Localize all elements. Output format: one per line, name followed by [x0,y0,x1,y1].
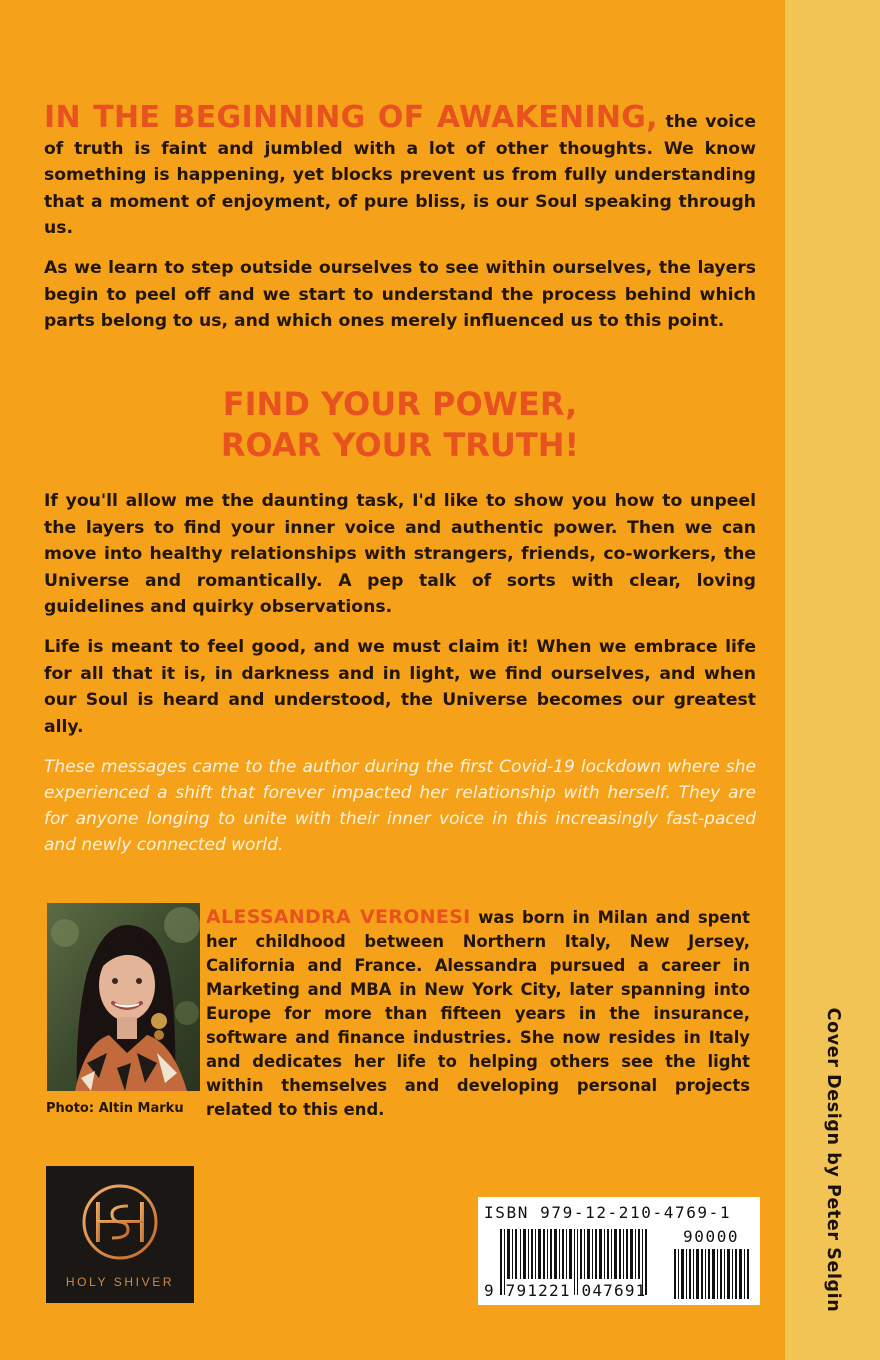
task-paragraph: If you'll allow me the daunting task, I'd like to show you how to unpeel the layers to find your inner voice and authentic power. Then we can move into healthy relationships with strangers, friends, co-workers, the Universe and romantically. A pep talk of sorts with clear, loving guidelines and quirky observations. [44,491,756,617]
intro-text: the voice of truth is faint and jumbled with a lot of other thoughts. We know something is happening, yet blocks prevent us from fully understanding that a moment of enjoyment, of pure bliss, is our Soul speaking through us. [44,112,756,238]
ean-digits: 9 791221 047691 [484,1281,647,1300]
cover-design-credit: Cover Design by Peter Selgin [823,1007,843,1313]
barcode [478,1197,760,1305]
author-bio-text: was born in Milan and spent her childhood between Northern Italy, New Jersey, California and France. Alessandra pursued a career in Marketing and MBA in New York City, later spanning into Europe for more than fifteen years in the insurance, software and finance industries. She now resides in Italy and dedicates her life to helping others see the light within themselves and developing personal projects related to this end. [206,908,751,1119]
isbn-number: ISBN 979-12-210-4769-1 [484,1203,732,1222]
author-photo [47,903,200,1091]
headline-line-1: FIND YOUR POWER, [222,385,578,423]
intro-paragraph [44,100,756,242]
intro-lead: IN THE BEGINNING OF AWAKENING, [44,100,658,135]
author-bio [206,905,750,1122]
life-paragraph: Life is meant to feel good, and we must claim it! When we embrace life for all that it is, in darkness and in light, we find ourselves, and when our Soul is heard and understood, the Universe becomes our greatest ally. [44,637,756,737]
author-note: These messages came to the author during the first Covid-19 lockdown where she experienced a shift that forever impacted her relationship with herself. They are for anyone longing to unite with their inner voice in this increasingly fast-paced and newly connected world. [44,757,756,855]
publisher-name: HOLY SHIVER [65,1275,175,1289]
headline [44,384,756,466]
layers-paragraph: As we learn to step outside ourselves to see within ourselves, the layers begin to peel off and we start to understand the process behind which parts belong to us, and which ones merely influenced us to this point. [44,258,756,331]
addon-digits: 90000 [683,1227,740,1246]
headline-line-2: ROAR YOUR TRUTH! [220,426,580,464]
publisher-logo [46,1166,194,1303]
author-name: ALESSANDRA VERONESI [206,906,471,928]
photo-credit: Photo: Altin Marku [46,1101,184,1116]
